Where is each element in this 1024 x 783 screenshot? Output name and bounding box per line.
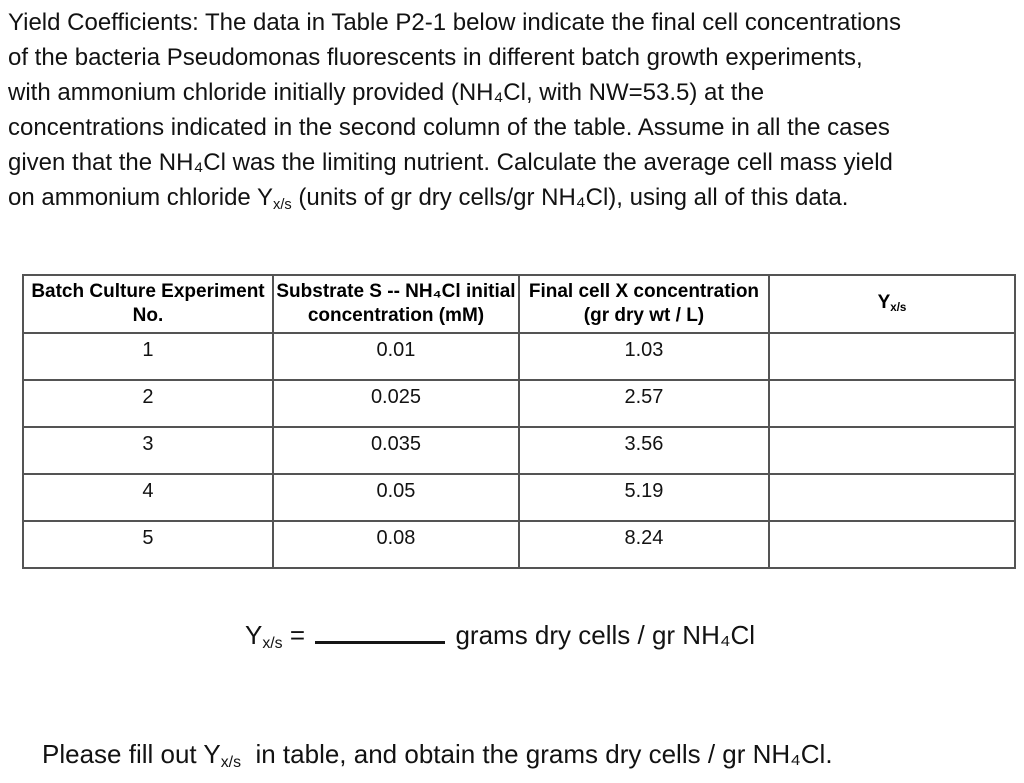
- cell-substrate-concentration: 0.035: [273, 427, 519, 474]
- cell-experiment-no: 1: [23, 333, 273, 380]
- cell-substrate-concentration: 0.025: [273, 380, 519, 427]
- header-text: concentration (mM): [307, 305, 485, 326]
- cell-yxs-empty[interactable]: [769, 521, 1015, 568]
- data-table: [22, 274, 1016, 569]
- cell-substrate-concentration: 0.05: [273, 474, 519, 521]
- problem-text-line: Yield Coefficients: The data in Table P2-1 below indicate the final cell concentrations: [8, 9, 901, 36]
- cell-yxs-empty[interactable]: [769, 333, 1015, 380]
- instruction-text: [42, 735, 1024, 778]
- header-text: Y: [877, 292, 891, 313]
- cell-final-cell-concentration: 8.24: [519, 521, 769, 568]
- problem-text-line: concentrations indicated in the second column of the table. Assume in all the cases: [8, 114, 890, 141]
- header-text: Batch Culture Experiment: [31, 281, 265, 302]
- cell-experiment-no: 2: [23, 380, 273, 427]
- problem-text-line: [8, 180, 1024, 219]
- cell-experiment-no: 3: [23, 427, 273, 474]
- answer-label: Y: [245, 620, 263, 650]
- cell-substrate-concentration: 0.08: [273, 521, 519, 568]
- header-text: No.: [132, 305, 164, 326]
- cell-experiment-no: 5: [23, 521, 273, 568]
- cell-final-cell-concentration: 3.56: [519, 427, 769, 474]
- cell-final-cell-concentration: 1.03: [519, 333, 769, 380]
- instruction-segment: in table, and obtain the grams dry cells / gr NH₄Cl.: [241, 739, 833, 769]
- header-text: (gr dry wt / L): [583, 305, 705, 326]
- problem-text-line: of the bacteria Pseudomonas fluorescents in different batch growth experiments,: [8, 44, 863, 71]
- cell-final-cell-concentration: 2.57: [519, 380, 769, 427]
- problem-text-line: given that the NH₄Cl was the limiting nutrient. Calculate the average cell mass yield: [8, 149, 893, 176]
- equals-sign: =: [282, 620, 313, 650]
- problem-text-segment: on ammonium chloride Y: [8, 184, 274, 211]
- header-text: Substrate S -- NH₄Cl initial: [276, 281, 516, 302]
- cell-substrate-concentration: 0.01: [273, 333, 519, 380]
- table-row: [23, 333, 1015, 380]
- table-header-row: [23, 275, 1015, 333]
- problem-text-line: with ammonium chloride initially provided (NH₄Cl, with NW=53.5) at the: [8, 79, 765, 106]
- cell-final-cell-concentration: 5.19: [519, 474, 769, 521]
- cell-yxs-empty[interactable]: [769, 427, 1015, 474]
- header-text: Final cell X concentration: [528, 281, 760, 302]
- cell-yxs-empty[interactable]: [769, 380, 1015, 427]
- problem-text-segment: (units of gr dry cells/gr NH₄Cl), using all of this data.: [291, 184, 849, 211]
- cell-experiment-no: 4: [23, 474, 273, 521]
- header-yxs: [769, 275, 1015, 333]
- yxs-subscript: x/s: [273, 196, 292, 213]
- problem-statement: [8, 5, 1024, 219]
- cell-yxs-empty[interactable]: [769, 474, 1015, 521]
- yxs-subscript: x/s: [220, 753, 242, 771]
- answer-blank-line[interactable]: [315, 619, 445, 644]
- table-row: [23, 474, 1015, 521]
- worksheet-page: [0, 5, 1024, 783]
- header-final-cell-concentration: [519, 275, 769, 333]
- answer-line: [245, 616, 1024, 659]
- table-row: [23, 521, 1015, 568]
- instruction-segment: Please fill out Y: [42, 739, 221, 769]
- yxs-subscript: x/s: [262, 634, 283, 652]
- table-row: [23, 380, 1015, 427]
- table-row: [23, 427, 1015, 474]
- header-substrate-concentration: [273, 275, 519, 333]
- header-batch-experiment-no: [23, 275, 273, 333]
- yxs-subscript: x/s: [890, 301, 907, 314]
- answer-units: grams dry cells / gr NH₄Cl: [448, 620, 756, 650]
